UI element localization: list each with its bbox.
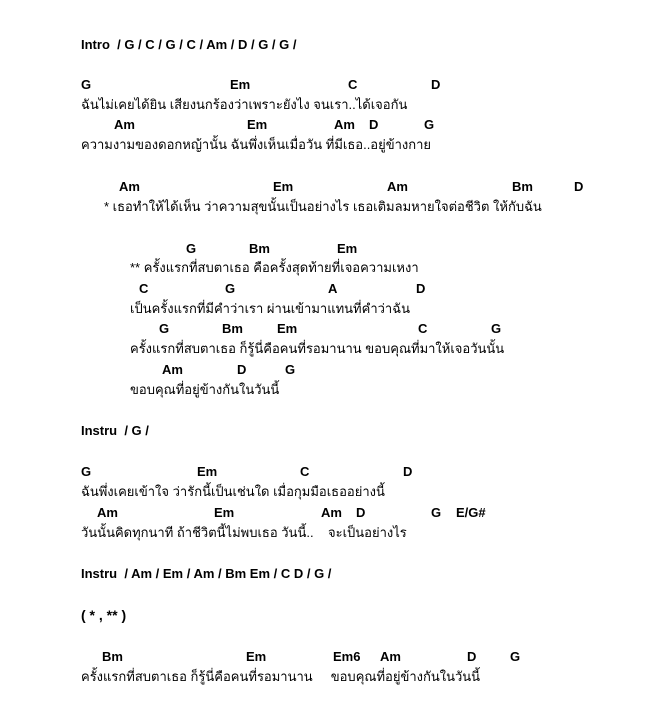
verse2-lyric-1: ฉันพึ่งเคยเข้าใจ ว่ารักนี้เป็นเช่นใด เมื่อกุมมือเธออย่างนี้ (81, 484, 385, 499)
chord: Em (230, 77, 251, 92)
verse1-lyric-2: ความงามของดอกหญ้านั้น ฉันพึ่งเห็นเมื่อวัน ที่มีเธอ..อยู่ข้างกาย (81, 137, 432, 152)
chord: Bm (249, 241, 270, 256)
chorus-lyric-1: ** ครั้งแรกที่สบตาเธอ คือครั้งสุดท้ายที่เจอความเหงา (130, 260, 419, 275)
chord: D (237, 362, 247, 377)
chord: C (348, 77, 358, 92)
chord: G (424, 117, 435, 132)
chord: Am (114, 117, 135, 132)
chord: G (225, 281, 236, 296)
chord: C (139, 281, 149, 296)
chord: Bm (102, 649, 123, 664)
chord: Em6 (333, 649, 361, 664)
chord: Em (247, 117, 268, 132)
chord: Am (119, 179, 140, 194)
chord: A (328, 281, 338, 296)
chord: C (418, 321, 428, 336)
verse2-chord-row-2 (0, 505, 670, 521)
chord: Am (321, 505, 342, 520)
chord: E/G# (456, 505, 486, 520)
verse1-chord-row-2 (0, 117, 670, 133)
instru-line-1: Instru / G / (81, 423, 149, 438)
verse2-chord-row-1 (0, 464, 670, 480)
chord: D (403, 464, 413, 479)
chord: Am (97, 505, 118, 520)
verse1-chord-row-1 (0, 77, 670, 93)
prechorus-lyric: * เธอทำให้ได้เห็น ว่าความสุขนั้นเป็นอย่างไร เธอเติมลมหายใจต่อชีวิต ให้กับฉัน (104, 199, 542, 214)
outro-chord-row (0, 649, 670, 665)
chord: C (300, 464, 310, 479)
chord: G (81, 464, 92, 479)
chord: D (467, 649, 477, 664)
chord: Em (246, 649, 267, 664)
chord: G (510, 649, 521, 664)
chord: Em (277, 321, 298, 336)
chorus-chord-row-3 (0, 321, 670, 337)
prechorus-chord-row (0, 179, 670, 195)
chord: D (356, 505, 366, 520)
chord: D (431, 77, 441, 92)
chorus-lyric-2: เป็นครั้งแรกที่มีคำว่าเรา ผ่านเข้ามาแทนที่คำว่าฉัน (130, 301, 410, 316)
outro-lyric: ครั้งแรกที่สบตาเธอ ก็รู้นี่คือคนที่รอมานาน ขอบคุณที่อยู่ข้างกันในวันนี้ (81, 669, 481, 684)
repeat-marker: ( * , ** ) (81, 607, 127, 623)
chord: G (431, 505, 442, 520)
chord: G (81, 77, 92, 92)
chord: G (491, 321, 502, 336)
verse1-lyric-1: ฉันไม่เคยได้ยิน เสียงนกร้องว่าเพราะยังไง จนเรา..ได้เจอกัน (81, 97, 408, 112)
chorus-lyric-3: ครั้งแรกที่สบตาเธอ ก็รู้นี่คือคนที่รอมานาน ขอบคุณที่มาให้เจอวันนั้น (130, 341, 505, 356)
chorus-lyric-4: ขอบคุณที่อยู่ข้างกันในวันนี้ (130, 382, 280, 397)
chord: Em (197, 464, 218, 479)
chord: D (574, 179, 584, 194)
chord: G (186, 241, 197, 256)
chord: Am (162, 362, 183, 377)
instru-line-2: Instru / Am / Em / Am / Bm Em / C D / G / (81, 566, 332, 581)
chord: G (285, 362, 296, 377)
chord: Em (214, 505, 235, 520)
verse2-lyric-2: วันนั้นคิดทุกนาที ถ้าชีวิตนี้ไม่พบเธอ วันนี้.. จะเป็นอย่างไร (81, 525, 407, 540)
chord: Em (337, 241, 358, 256)
chord: G (159, 321, 170, 336)
chord: Am (334, 117, 355, 132)
chord: Bm (222, 321, 243, 336)
chord: Am (380, 649, 401, 664)
chorus-chord-row-1 (0, 241, 670, 257)
chorus-chord-row-2 (0, 281, 670, 297)
chord: Em (273, 179, 294, 194)
chord: D (416, 281, 426, 296)
chord: Bm (512, 179, 533, 194)
chord: D (369, 117, 379, 132)
intro-line: Intro / G / C / G / C / Am / D / G / G / (81, 37, 297, 52)
chorus-chord-row-4 (0, 362, 670, 378)
chord: Am (387, 179, 408, 194)
